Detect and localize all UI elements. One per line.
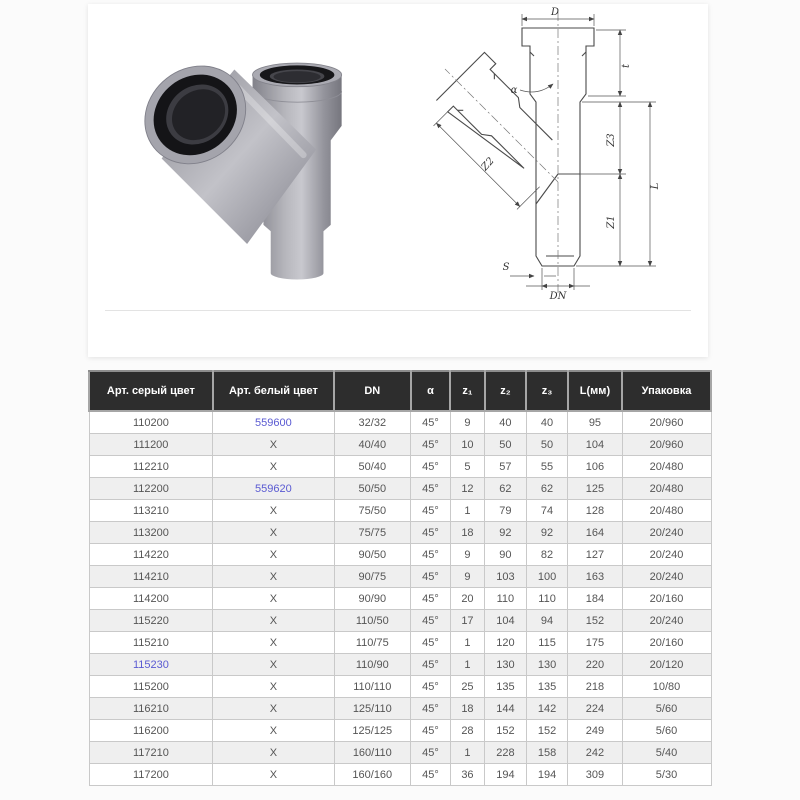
- cell: X: [213, 456, 334, 478]
- cell: 135: [485, 676, 527, 698]
- table-row: [89, 456, 711, 478]
- cell: 110: [526, 588, 568, 610]
- cell: X: [213, 544, 334, 566]
- cell: 45°: [411, 676, 451, 698]
- cell: 20/960: [622, 411, 711, 434]
- cell: 110/75: [334, 632, 411, 654]
- article-link[interactable]: 559620: [255, 482, 292, 495]
- cell: 114220: [89, 544, 213, 566]
- cell[interactable]: [89, 654, 213, 676]
- cell: 114210: [89, 566, 213, 588]
- cell: 20/120: [622, 654, 711, 676]
- cell: 104: [568, 434, 622, 456]
- cell: 111200: [89, 434, 213, 456]
- cell: X: [213, 654, 334, 676]
- table-row: [89, 544, 711, 566]
- technical-drawing: [388, 4, 708, 304]
- cell: 92: [485, 522, 527, 544]
- cell: 20/240: [622, 522, 711, 544]
- cell: 74: [526, 500, 568, 522]
- cell: 112210: [89, 456, 213, 478]
- table-row: [89, 698, 711, 720]
- table-row: [89, 411, 711, 434]
- column-header: Арт. белый цвет: [213, 371, 334, 411]
- media-divider: [105, 310, 691, 311]
- column-header: L(мм): [568, 371, 622, 411]
- cell: 45°: [411, 632, 451, 654]
- cell: 117210: [89, 742, 213, 764]
- cell: 5/40: [622, 742, 711, 764]
- cell: 32/32: [334, 411, 411, 434]
- cell: 110/110: [334, 676, 411, 698]
- cell: 163: [568, 566, 622, 588]
- cell: 115220: [89, 610, 213, 632]
- centerlines: [445, 12, 558, 296]
- cell: 20/160: [622, 632, 711, 654]
- cell: 115200: [89, 676, 213, 698]
- table-row: [89, 434, 711, 456]
- cell: 242: [568, 742, 622, 764]
- cell: 45°: [411, 500, 451, 522]
- cell: 104: [485, 610, 527, 632]
- label-Z2: Z2: [479, 155, 497, 173]
- table-row: [89, 720, 711, 742]
- cell: 20/480: [622, 456, 711, 478]
- cell: 10/80: [622, 676, 711, 698]
- cell: 116210: [89, 698, 213, 720]
- cell: 36: [450, 764, 484, 786]
- cell: 50: [485, 434, 527, 456]
- column-header: z₂: [485, 371, 527, 411]
- cell: 10: [450, 434, 484, 456]
- cell: 90/90: [334, 588, 411, 610]
- cell: 1: [450, 632, 484, 654]
- cell: 20/240: [622, 610, 711, 632]
- cell: 55: [526, 456, 568, 478]
- cell: 125/125: [334, 720, 411, 742]
- cell: 45°: [411, 411, 451, 434]
- cell: 45°: [411, 522, 451, 544]
- cell: 9: [450, 544, 484, 566]
- cell: X: [213, 434, 334, 456]
- cell: 94: [526, 610, 568, 632]
- cell: 90/75: [334, 566, 411, 588]
- cell: X: [213, 500, 334, 522]
- cell: 45°: [411, 698, 451, 720]
- cell: 50: [526, 434, 568, 456]
- cell: 40/40: [334, 434, 411, 456]
- article-link[interactable]: 115230: [132, 658, 169, 671]
- cell: 115: [526, 632, 568, 654]
- cell: 45°: [411, 742, 451, 764]
- cell: 45°: [411, 478, 451, 500]
- label-D: D: [550, 7, 560, 18]
- cell: X: [213, 588, 334, 610]
- label-Z3: Z3: [606, 133, 617, 147]
- cell: 125/110: [334, 698, 411, 720]
- cell: 82: [526, 544, 568, 566]
- cell: X: [213, 764, 334, 786]
- cell: X: [213, 698, 334, 720]
- table-row: [89, 654, 711, 676]
- cell: 1: [450, 742, 484, 764]
- table-body: [89, 411, 711, 786]
- cell: 75/75: [334, 522, 411, 544]
- cell: 194: [485, 764, 527, 786]
- cell: 117200: [89, 764, 213, 786]
- table-row: [89, 566, 711, 588]
- cell: 114200: [89, 588, 213, 610]
- cell: 45°: [411, 566, 451, 588]
- cell: 130: [526, 654, 568, 676]
- cell: 142: [526, 698, 568, 720]
- cell: X: [213, 720, 334, 742]
- cell: 17: [450, 610, 484, 632]
- cell: 62: [526, 478, 568, 500]
- cell: 5: [450, 456, 484, 478]
- table-row: [89, 764, 711, 786]
- article-link[interactable]: 559600: [255, 416, 292, 429]
- table-row: [89, 588, 711, 610]
- cell: 127: [568, 544, 622, 566]
- cell: 92: [526, 522, 568, 544]
- cell: 5/60: [622, 698, 711, 720]
- cell: 135: [526, 676, 568, 698]
- cell: 110: [485, 588, 527, 610]
- cell: 79: [485, 500, 527, 522]
- table-header-row: [89, 371, 711, 411]
- column-header: DN: [334, 371, 411, 411]
- cell: 110200: [89, 411, 213, 434]
- cell: 152: [526, 720, 568, 742]
- cell: 62: [485, 478, 527, 500]
- cell: 110/90: [334, 654, 411, 676]
- cell: 20/480: [622, 500, 711, 522]
- cell: 20/240: [622, 566, 711, 588]
- cell: 184: [568, 588, 622, 610]
- cell: 9: [450, 411, 484, 434]
- cell: 120: [485, 632, 527, 654]
- table-row: [89, 742, 711, 764]
- column-header: Упаковка: [622, 371, 711, 411]
- cell: 50/40: [334, 456, 411, 478]
- cell: X: [213, 522, 334, 544]
- cell: 28: [450, 720, 484, 742]
- label-L: L: [650, 182, 661, 190]
- cell: 115210: [89, 632, 213, 654]
- cell: X: [213, 632, 334, 654]
- cell: 144: [485, 698, 527, 720]
- fitting-photo-vector: [88, 4, 388, 304]
- cell: 113210: [89, 500, 213, 522]
- spec-table: [88, 370, 712, 786]
- cell: 100: [526, 566, 568, 588]
- cell: 18: [450, 698, 484, 720]
- cell: 106: [568, 456, 622, 478]
- column-header: Арт. серый цвет: [89, 371, 213, 411]
- cell: 20: [450, 588, 484, 610]
- cell: 220: [568, 654, 622, 676]
- label-S: S: [502, 262, 510, 273]
- cell: 45°: [411, 720, 451, 742]
- label-t: t: [621, 63, 632, 69]
- cell: 160/110: [334, 742, 411, 764]
- cell[interactable]: [213, 411, 334, 434]
- table-row: [89, 500, 711, 522]
- cell: 25: [450, 676, 484, 698]
- cell: 128: [568, 500, 622, 522]
- cell: 40: [526, 411, 568, 434]
- cell: 194: [526, 764, 568, 786]
- cell: 45°: [411, 434, 451, 456]
- cell: 110/50: [334, 610, 411, 632]
- table-row: [89, 676, 711, 698]
- cell: 90: [485, 544, 527, 566]
- cell: 130: [485, 654, 527, 676]
- table-row: [89, 478, 711, 500]
- column-header: z₃: [526, 371, 568, 411]
- table-row: [89, 522, 711, 544]
- cell: 103: [485, 566, 527, 588]
- cell: 218: [568, 676, 622, 698]
- cell: 5/60: [622, 720, 711, 742]
- cell: 20/240: [622, 544, 711, 566]
- cell: 5/30: [622, 764, 711, 786]
- cell: 12: [450, 478, 484, 500]
- product-photo: [88, 4, 388, 304]
- table-row: [89, 632, 711, 654]
- cell: 152: [568, 610, 622, 632]
- dimension-drawing-vector: [388, 4, 708, 304]
- cell: 45°: [411, 654, 451, 676]
- column-header: α: [411, 371, 451, 411]
- cell: 20/480: [622, 478, 711, 500]
- top-socket-bore: [273, 71, 320, 82]
- cell: 116200: [89, 720, 213, 742]
- cell: 45°: [411, 588, 451, 610]
- cell: 90/50: [334, 544, 411, 566]
- cell: 45°: [411, 456, 451, 478]
- spec-table-wrap: [88, 370, 712, 786]
- cell: 160/160: [334, 764, 411, 786]
- column-header: z₁: [450, 371, 484, 411]
- table-row: [89, 610, 711, 632]
- cell: 164: [568, 522, 622, 544]
- cell: 113200: [89, 522, 213, 544]
- cell: X: [213, 566, 334, 588]
- cell: 45°: [411, 764, 451, 786]
- product-media-panel: [88, 4, 708, 357]
- cell: 9: [450, 566, 484, 588]
- cell: X: [213, 676, 334, 698]
- cell[interactable]: [213, 478, 334, 500]
- cell: 45°: [411, 544, 451, 566]
- cell: 228: [485, 742, 527, 764]
- cell: X: [213, 610, 334, 632]
- cell: 20/160: [622, 588, 711, 610]
- cell: 224: [568, 698, 622, 720]
- label-Z1: Z1: [606, 215, 617, 229]
- cell: 45°: [411, 610, 451, 632]
- cell: 50/50: [334, 478, 411, 500]
- cell: 95: [568, 411, 622, 434]
- cell: X: [213, 742, 334, 764]
- dimension-lines: [434, 14, 656, 290]
- cell: 152: [485, 720, 527, 742]
- cell: 125: [568, 478, 622, 500]
- cell: 175: [568, 632, 622, 654]
- cell: 112200: [89, 478, 213, 500]
- cell: 309: [568, 764, 622, 786]
- label-DN: DN: [549, 291, 567, 302]
- cell: 40: [485, 411, 527, 434]
- cell: 57: [485, 456, 527, 478]
- cell: 20/960: [622, 434, 711, 456]
- label-alpha: α: [510, 85, 518, 96]
- cell: 18: [450, 522, 484, 544]
- cell: 158: [526, 742, 568, 764]
- cell: 1: [450, 654, 484, 676]
- cell: 75/50: [334, 500, 411, 522]
- cell: 249: [568, 720, 622, 742]
- cell: 1: [450, 500, 484, 522]
